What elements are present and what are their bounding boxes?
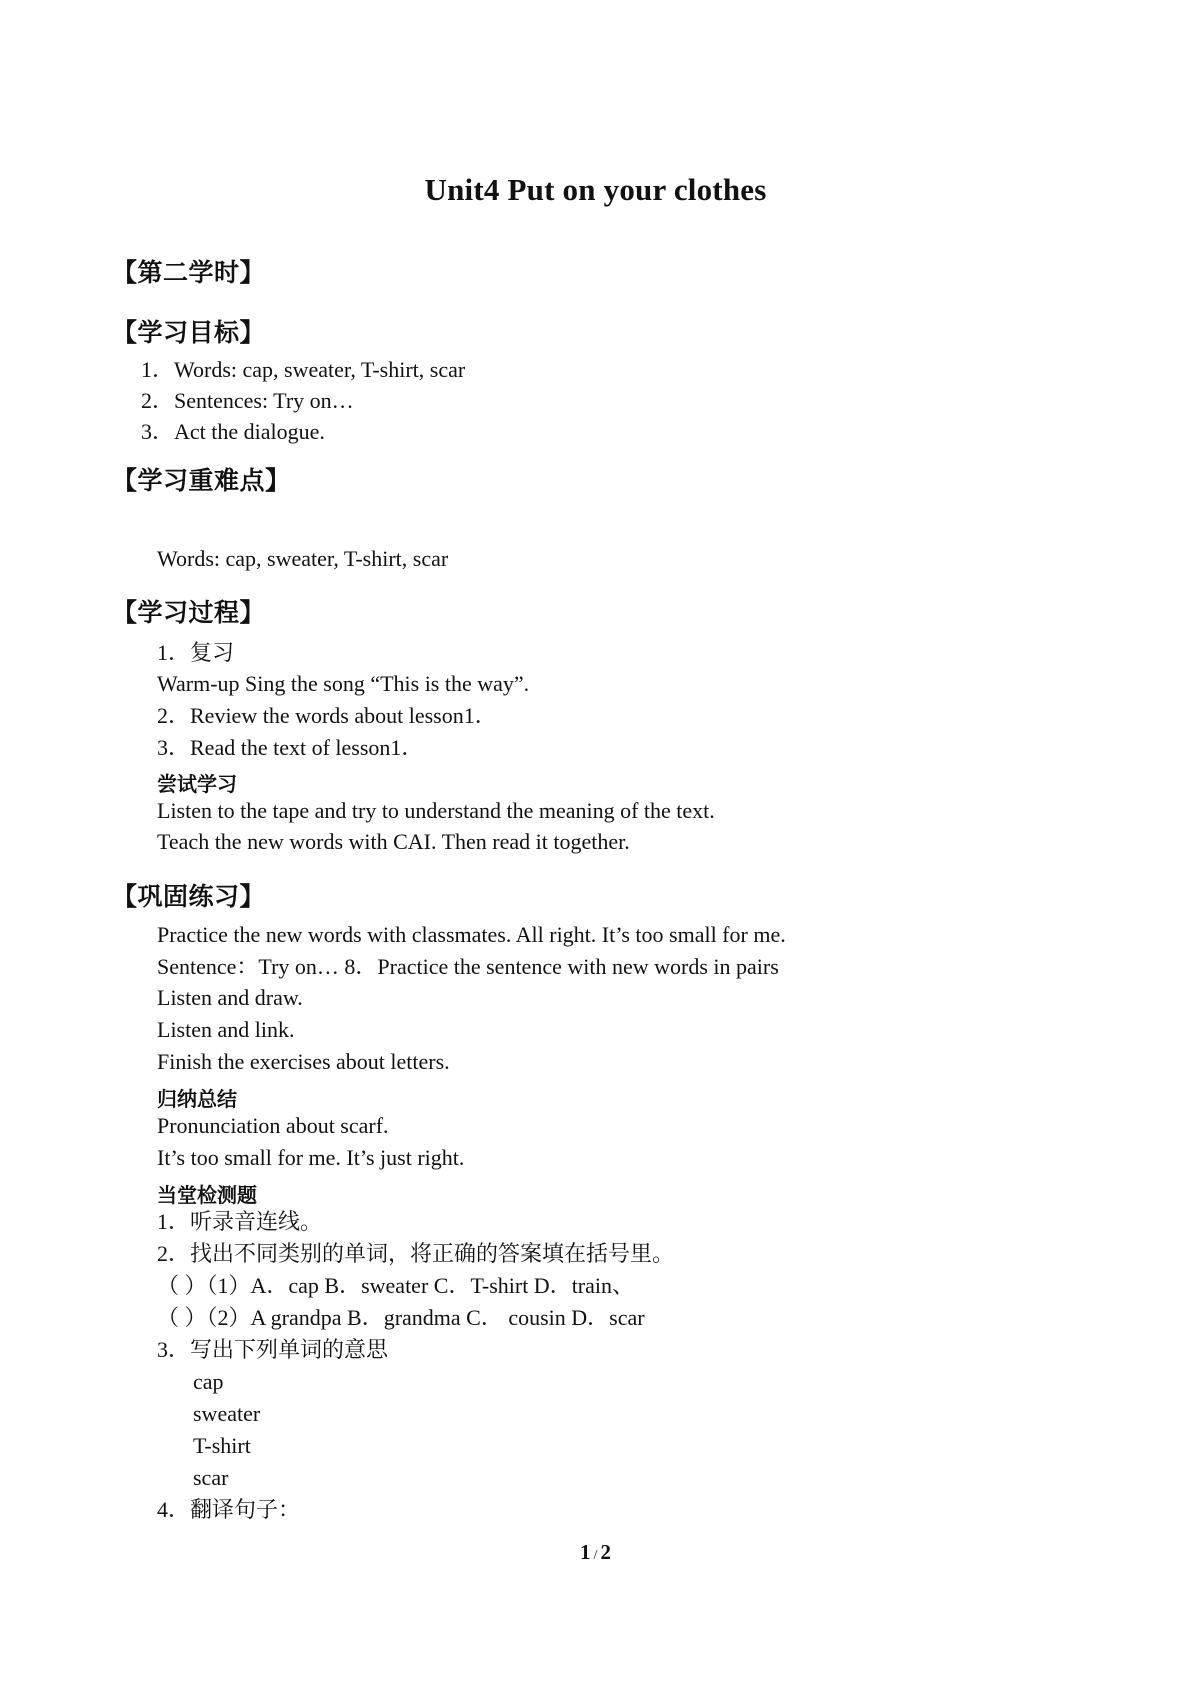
practice-line: Sentence：Try on… 8．Practice the sentence with new words in pairs — [157, 954, 779, 979]
vocab-word: T-shirt — [193, 1433, 251, 1458]
test-heading: 当堂检测题 — [157, 1183, 257, 1207]
test-line: 3．写出下列单词的意思 — [157, 1337, 389, 1362]
summary-heading: 归纳总结 — [157, 1087, 237, 1111]
vocab-word: scar — [193, 1465, 229, 1490]
process-line: Warm-up Sing the song “This is the way”. — [157, 671, 530, 696]
practice-heading: 【巩固练习】 — [112, 882, 266, 911]
vocab-word: sweater — [193, 1401, 261, 1426]
page-total: 2 — [600, 1540, 611, 1564]
summary-line: Pronunciation about scarf. — [157, 1113, 389, 1138]
practice-line: Listen and link. — [157, 1017, 295, 1042]
try-line: Teach the new words with CAI. Then read it together. — [157, 829, 630, 854]
practice-line: Listen and draw. — [157, 985, 303, 1010]
test-line: 1．听录音连线。 — [157, 1209, 323, 1234]
test-line: 2．找出不同类别的单词，将正确的答案填在括号里。 — [157, 1241, 675, 1266]
vocab-word: cap — [193, 1369, 224, 1394]
test-question: （ ）（2）A grandpa B．grandma C． cousin D．scar — [157, 1305, 645, 1330]
process-line: 3．Read the text of lesson1． — [157, 735, 424, 760]
process-heading: 【学习过程】 — [112, 598, 266, 627]
objectives-heading: 【学习目标】 — [112, 318, 266, 347]
process-line: 2．Review the words about lesson1． — [157, 703, 497, 728]
lesson-heading: 【第二学时】 — [112, 258, 266, 287]
page-title: Unit4 Put on your clothes — [424, 172, 767, 207]
page-separator: / — [593, 1548, 598, 1563]
objective-item: 3．Act the dialogue. — [141, 419, 325, 444]
key-points-heading: 【学习重难点】 — [112, 466, 291, 495]
summary-line: It’s too small for me. It’s just right. — [157, 1145, 465, 1170]
process-line: 1．复习 — [157, 640, 235, 665]
translate-line: 4．翻译句子： — [157, 1497, 301, 1522]
objective-item: 2．Sentences: Try on… — [141, 388, 354, 413]
objective-item: 1．Words: cap, sweater, T-shirt, scar — [141, 357, 466, 382]
try-learning-heading: 尝试学习 — [157, 772, 237, 796]
page-current: 1 — [580, 1540, 591, 1564]
test-question: （ ）（1）A．cap B．sweater C．T-shirt D．train、 — [157, 1273, 635, 1298]
key-points-text: Words: cap, sweater, T-shirt, scar — [157, 546, 449, 571]
practice-line: Finish the exercises about letters. — [157, 1049, 450, 1074]
try-line: Listen to the tape and try to understand the meaning of the text. — [157, 798, 715, 823]
practice-line: Practice the new words with classmates. All right. It’s too small for me. — [157, 922, 786, 947]
page-number — [0, 1540, 1191, 1565]
